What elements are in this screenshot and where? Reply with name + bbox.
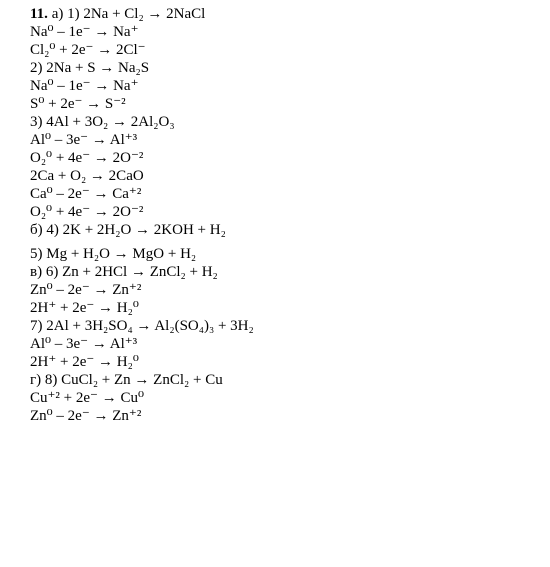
line-5: Na⁰ – 1e⁻ → Na⁺: [30, 78, 139, 94]
line-20: 2H⁺ + 2e⁻ → H₂⁰: [30, 354, 139, 370]
line-14: 5) Mg + H₂O → MgO + H₂: [30, 246, 197, 262]
line-1: 11. а) 1) 2Na + Cl₂ → 2NaCl: [30, 6, 206, 22]
solution-text: [30, 5, 530, 425]
line-7: 3) 4Al + 3O₂ → 2Al₂O₃: [30, 114, 175, 130]
line-3: Cl₂⁰ + 2e⁻ → 2Cl⁻: [30, 42, 146, 58]
problem-number: 11.: [30, 6, 48, 22]
line-6: S⁰ + 2e⁻ → S⁻²: [30, 96, 126, 112]
line-2: Na⁰ – 1e⁻ → Na⁺: [30, 24, 139, 40]
line-13: б) 4) 2K + 2H₂O → 2KOH + H₂: [30, 222, 226, 238]
line-15: в) 6) Zn + 2HCl → ZnCl₂ + H₂: [30, 264, 218, 280]
line-17: 2H⁺ + 2e⁻ → H₂⁰: [30, 300, 139, 316]
line-8: Al⁰ – 3e⁻ → Al⁺³: [30, 132, 138, 148]
line-21: г) 8) CuCl₂ + Zn → ZnCl₂ + Cu: [30, 372, 223, 388]
line-16: Zn⁰ – 2e⁻ → Zn⁺²: [30, 282, 142, 298]
line-18: 7) 2Al + 3H₂SO₄ → Al₂(SO₄)₃ + 3H₂: [30, 318, 254, 334]
line-12: O₂⁰ + 4e⁻ → 2O⁻²: [30, 204, 144, 220]
line-23: Zn⁰ – 2e⁻ → Zn⁺²: [30, 408, 142, 424]
line-4: 2) 2Na + S → Na₂S: [30, 60, 150, 76]
line-22: Cu⁺² + 2e⁻ → Cu⁰: [30, 390, 144, 406]
line-19: Al⁰ – 3e⁻ → Al⁺³: [30, 336, 138, 352]
line-9: O₂⁰ + 4e⁻ → 2O⁻²: [30, 150, 144, 166]
line-11: Ca⁰ – 2e⁻ → Ca⁺²: [30, 186, 142, 202]
line-10: 2Ca + O₂ → 2CaO: [30, 168, 144, 184]
